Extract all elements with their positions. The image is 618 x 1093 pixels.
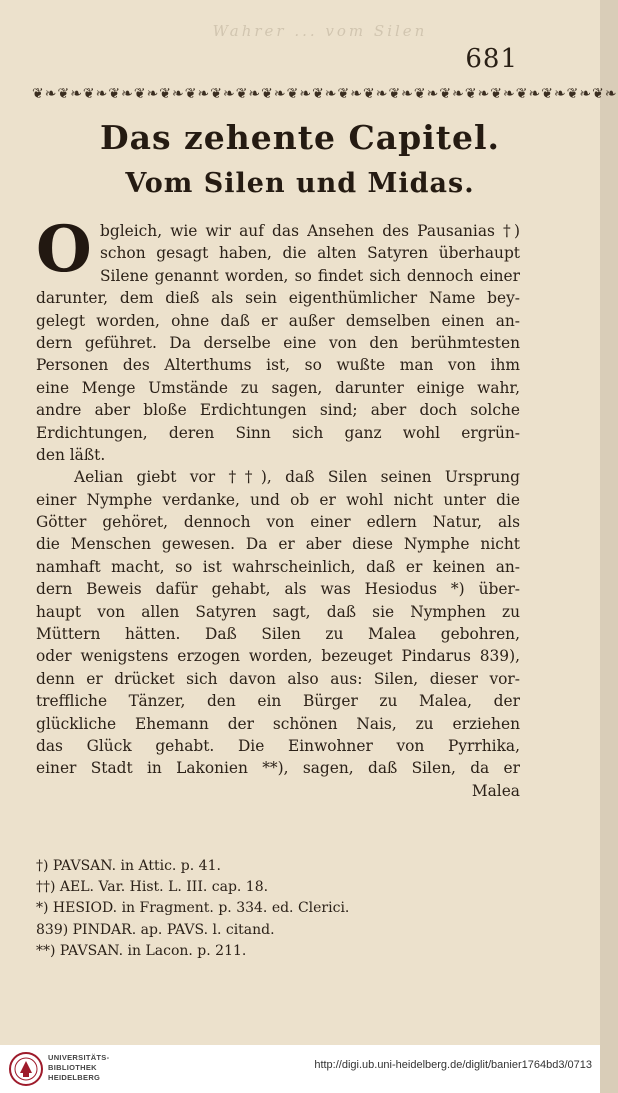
text-line: gelegt worden, ohne daß er außer demselben einen an- — [36, 311, 520, 330]
text-line: dern Beweis dafür gehabt, als was Hesiodus *) über- — [36, 580, 520, 599]
text-line: haupt von allen Satyren sagt, daß sie Nymphen zu — [36, 602, 520, 621]
footnote: **) PAVSAN. in Lacon. p. 211. — [36, 942, 247, 959]
catchword: Malea — [471, 781, 520, 800]
library-name — [48, 1053, 138, 1083]
body-text — [36, 212, 520, 802]
library-name-line: HEIDELBERG — [48, 1073, 101, 1082]
text-line: Müttern hätten. Daß Silen zu Malea gebohren, — [36, 625, 520, 644]
text-line: treffliche Tänzer, den ein Bürger zu Malea, der — [36, 692, 520, 711]
running-head: Wahrer ... vom Silen — [212, 22, 428, 40]
text-line: andre aber bloße Erdichtungen sind; aber doch solche — [36, 401, 520, 420]
text-line: namhaft macht, so ist wahrscheinlich, daß er keinen an- — [36, 557, 520, 576]
text-line: bgleich, wie wir auf das Ansehen des Pausanias †) — [100, 222, 520, 240]
text-line: eine Menge Umstände zu sagen, darunter einige wahr, — [36, 378, 520, 397]
text-line: darunter, dem dieß als sein eigenthümlicher Name bey- — [36, 289, 520, 308]
page-number: 681 — [465, 44, 518, 74]
text-line: denn er drücket sich davon also aus: Silen, dieser vor- — [36, 669, 520, 688]
library-name-line: UNIVERSITÄTS- — [48, 1053, 110, 1062]
text-line: den läßt. — [36, 445, 106, 464]
text-line: die Menschen gewesen. Da er aber diese Nymphe nicht — [36, 535, 520, 554]
chapter-title: Das zehente Capitel. — [99, 118, 501, 157]
footnote: ††) AEL. Var. Hist. L. III. cap. 18. — [36, 879, 269, 896]
text-line: Erdichtungen, deren Sinn sich ganz wohl ergrün- — [36, 423, 520, 442]
chapter-subtitle: Vom Silen und Midas. — [125, 168, 475, 199]
ornament-band: ❦❧❦❧❦❧❦❧❦❧❦❧❦❧❦❧❦❧❦❧❦❧❦❧❦❧❦❧❦❧❦❧❦❧❦❧❦❧❦❧❦❧❦❧❦❧ — [32, 86, 618, 102]
text-line: oder wenigstens erzogen worden, bezeuget Pindarus 839), — [36, 647, 520, 666]
text-line: Silene genannt worden, so findet sich dennoch einer — [100, 266, 520, 285]
footnote: †) PAVSAN. in Attic. p. 41. — [36, 858, 221, 874]
library-name-line: BIBLIOTHEK — [48, 1063, 97, 1072]
source-url-link[interactable]: http://digi.ub.uni-heidelberg.de/diglit/banier1764bd3/0713 — [314, 1059, 592, 1071]
text-line: einer Stadt in Lakonien **), sagen, daß Silen, da er — [36, 759, 520, 778]
viewer-footer — [0, 1045, 600, 1093]
text-line: einer Nymphe verdanke, und ob er wohl nicht unter die — [36, 490, 520, 509]
text-line: Götter gehöret, dennoch von einer edlern Natur, als — [36, 513, 520, 532]
text-line: Aelian giebt vor ††), daß Silen seinen Ursprung — [74, 468, 520, 487]
university-seal-icon — [8, 1051, 44, 1087]
text-line: glückliche Ehemann der schönen Nais, zu erziehen — [36, 714, 520, 733]
footnote: *) HESIOD. in Fragment. p. 334. ed. Clerici. — [36, 900, 350, 917]
text-line: dern geführet. Da derselbe eine von den berühmtesten — [36, 333, 520, 352]
text-line: schon gesagt haben, die alten Satyren überhaupt — [100, 244, 520, 263]
footnote: 839) PINDAR. ap. PAVS. l. citand. — [36, 921, 275, 938]
drop-cap: O — [36, 212, 92, 287]
text-line: Personen des Alterthums ist, so wußte man von ihm — [36, 356, 520, 375]
text-line: das Glück gehabt. Die Einwohner von Pyrrhika, — [36, 736, 520, 755]
footnotes — [36, 856, 520, 962]
